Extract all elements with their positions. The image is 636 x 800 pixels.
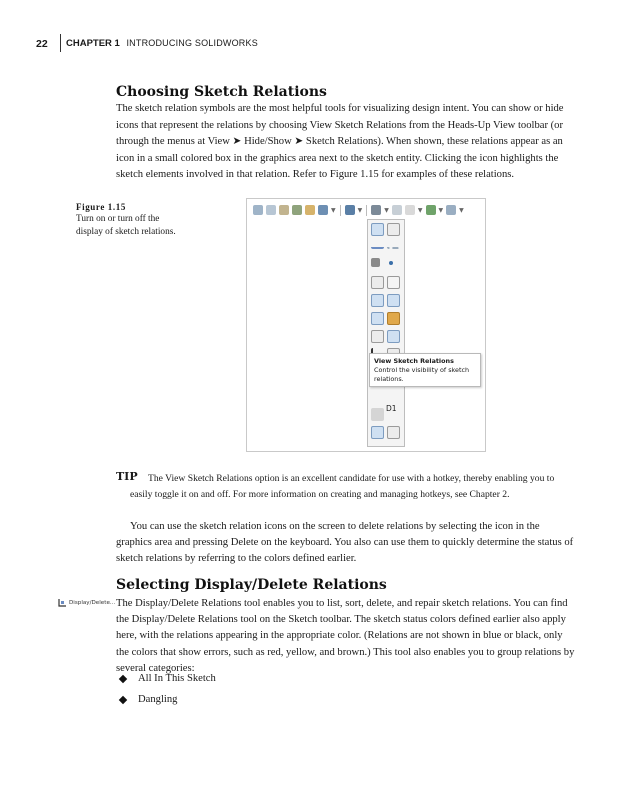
bullet-diamond-icon (119, 674, 127, 682)
view-axes-icon[interactable] (387, 223, 400, 236)
tooltip (369, 353, 481, 387)
tooltip-title: View Sketch Relations (374, 357, 454, 365)
chevron-down-icon[interactable]: ▼ (459, 206, 464, 214)
running-header (66, 38, 258, 49)
view-parting-lines-icon[interactable] (387, 294, 400, 307)
view-sketches-icon[interactable] (371, 276, 384, 289)
header-divider (60, 34, 61, 52)
view-lights-icon[interactable] (371, 312, 384, 325)
view-dimension-names-icon[interactable] (371, 330, 384, 343)
edit-appearance-icon[interactable] (392, 205, 402, 215)
chevron-down-icon[interactable]: ▼ (384, 206, 389, 214)
view-curves-icon[interactable] (371, 294, 384, 307)
chevron-down-icon[interactable]: ▼ (438, 206, 444, 214)
view-orientation-icon[interactable] (318, 205, 328, 215)
section-heading-display-delete-relations: Selecting Display/Delete Relations (116, 577, 387, 593)
list-item-label: Dangling (138, 694, 178, 705)
toolbar-separator (366, 205, 367, 216)
chevron-down-icon[interactable]: ▼ (331, 206, 336, 214)
view-weld-beads-icon[interactable] (371, 426, 384, 439)
apply-scene-icon[interactable] (405, 205, 415, 215)
view-origins-icon[interactable] (387, 241, 400, 249)
view-annotations-icon[interactable] (387, 330, 400, 343)
monitor-icon[interactable] (446, 205, 456, 215)
hide-show-items-icon[interactable] (371, 205, 381, 215)
display-style-icon[interactable] (345, 205, 355, 215)
margin-icon-label: Display/Delete... (69, 599, 116, 606)
view-cameras-icon[interactable] (387, 312, 400, 325)
margin-tool-icon (58, 598, 115, 607)
tooltip-text: Control the visibility of sketch relations. (374, 366, 470, 383)
tip-label: TIP (116, 470, 138, 483)
chapter-label: CHAPTER 1 (66, 38, 120, 49)
view-planes-icon[interactable] (371, 223, 384, 236)
display-delete-relations-icon (58, 598, 67, 607)
list-item (116, 689, 216, 710)
list-item (116, 668, 216, 689)
zoom-to-area-icon[interactable] (266, 205, 276, 215)
section-body-display-delete-relations: The Display/Delete Relations tool enables you to list, sort, delete, and repair sketch relations. You can find the Display/Delete Relations tool on the Sketch toolbar. The sketch status colors defined earlier also apply here, with the relations appearing in the appropriate color. (Relations are not shown in blue or black, only the colors that show errors, such as red, yellow, and brown.) This tool also enables you to group relations by several categories: (116, 598, 575, 674)
view-grid-icon[interactable] (387, 426, 400, 439)
previous-view-icon[interactable] (279, 205, 289, 215)
section-heading-choosing-sketch-relations: Choosing Sketch Relations (116, 84, 327, 100)
chapter-title: INTRODUCING SOLIDWORKS (126, 38, 258, 48)
view-points-icon[interactable] (389, 261, 393, 265)
zoom-to-fit-icon[interactable] (253, 205, 263, 215)
section-view-icon[interactable] (292, 205, 302, 215)
dynamic-annotation-icon[interactable] (305, 205, 315, 215)
heads-up-view-toolbar (253, 203, 464, 217)
paragraph-delete-relations: You can use the sketch relation icons on the screen to delete relations by selecting the icon in the graphics area and pressing Delete on the keyboard. You also can use them to quickly determine the status of sketch relations by referring to the colors defined earlier. (116, 521, 574, 565)
view-temporary-axes-icon[interactable] (371, 241, 384, 249)
page-number: 22 (36, 38, 48, 50)
category-list (116, 668, 216, 710)
bullet-diamond-icon (119, 695, 127, 703)
list-item-label: All In This Sketch (138, 673, 216, 684)
view-3d-sketch-icon[interactable] (387, 276, 400, 289)
dimension-label: D1 (386, 404, 397, 413)
toolbar-separator (340, 205, 341, 216)
tip-text: The View Sketch Relations option is an excellent candidate for use with a hotkey, thereby enabling you to easily toggle it on and off. For more information on creating and managing hotkeys, see Chapter 2. (130, 473, 555, 500)
chevron-down-icon[interactable]: ▼ (357, 206, 363, 214)
view-decals-icon[interactable] (371, 408, 384, 421)
chevron-down-icon[interactable]: ▼ (417, 206, 423, 214)
figure-label: Figure 1.15 (76, 202, 126, 212)
figure-screenshot (246, 198, 486, 452)
view-coordinate-systems-icon[interactable] (371, 258, 380, 267)
figure-caption: Turn on or turn off the display of sketch relations. (76, 214, 176, 237)
view-settings-icon[interactable] (426, 205, 436, 215)
section-body-choosing-sketch-relations: The sketch relation symbols are the most helpful tools for visualizing design intent. You can show or hide icons that represent the relations by choosing View Sketch Relations from the Heads-Up View toolbar (or through the menus at View ➤ Hide/Show ➤ Sketch Relations). When shown, these relations appear as an icon in a small colored box in the graphics area next to the sketch entity. Clicking the icon highlights the sketch elements involved in that relation. Refer to Figure 1.15 for examples of these relations. (116, 103, 564, 181)
